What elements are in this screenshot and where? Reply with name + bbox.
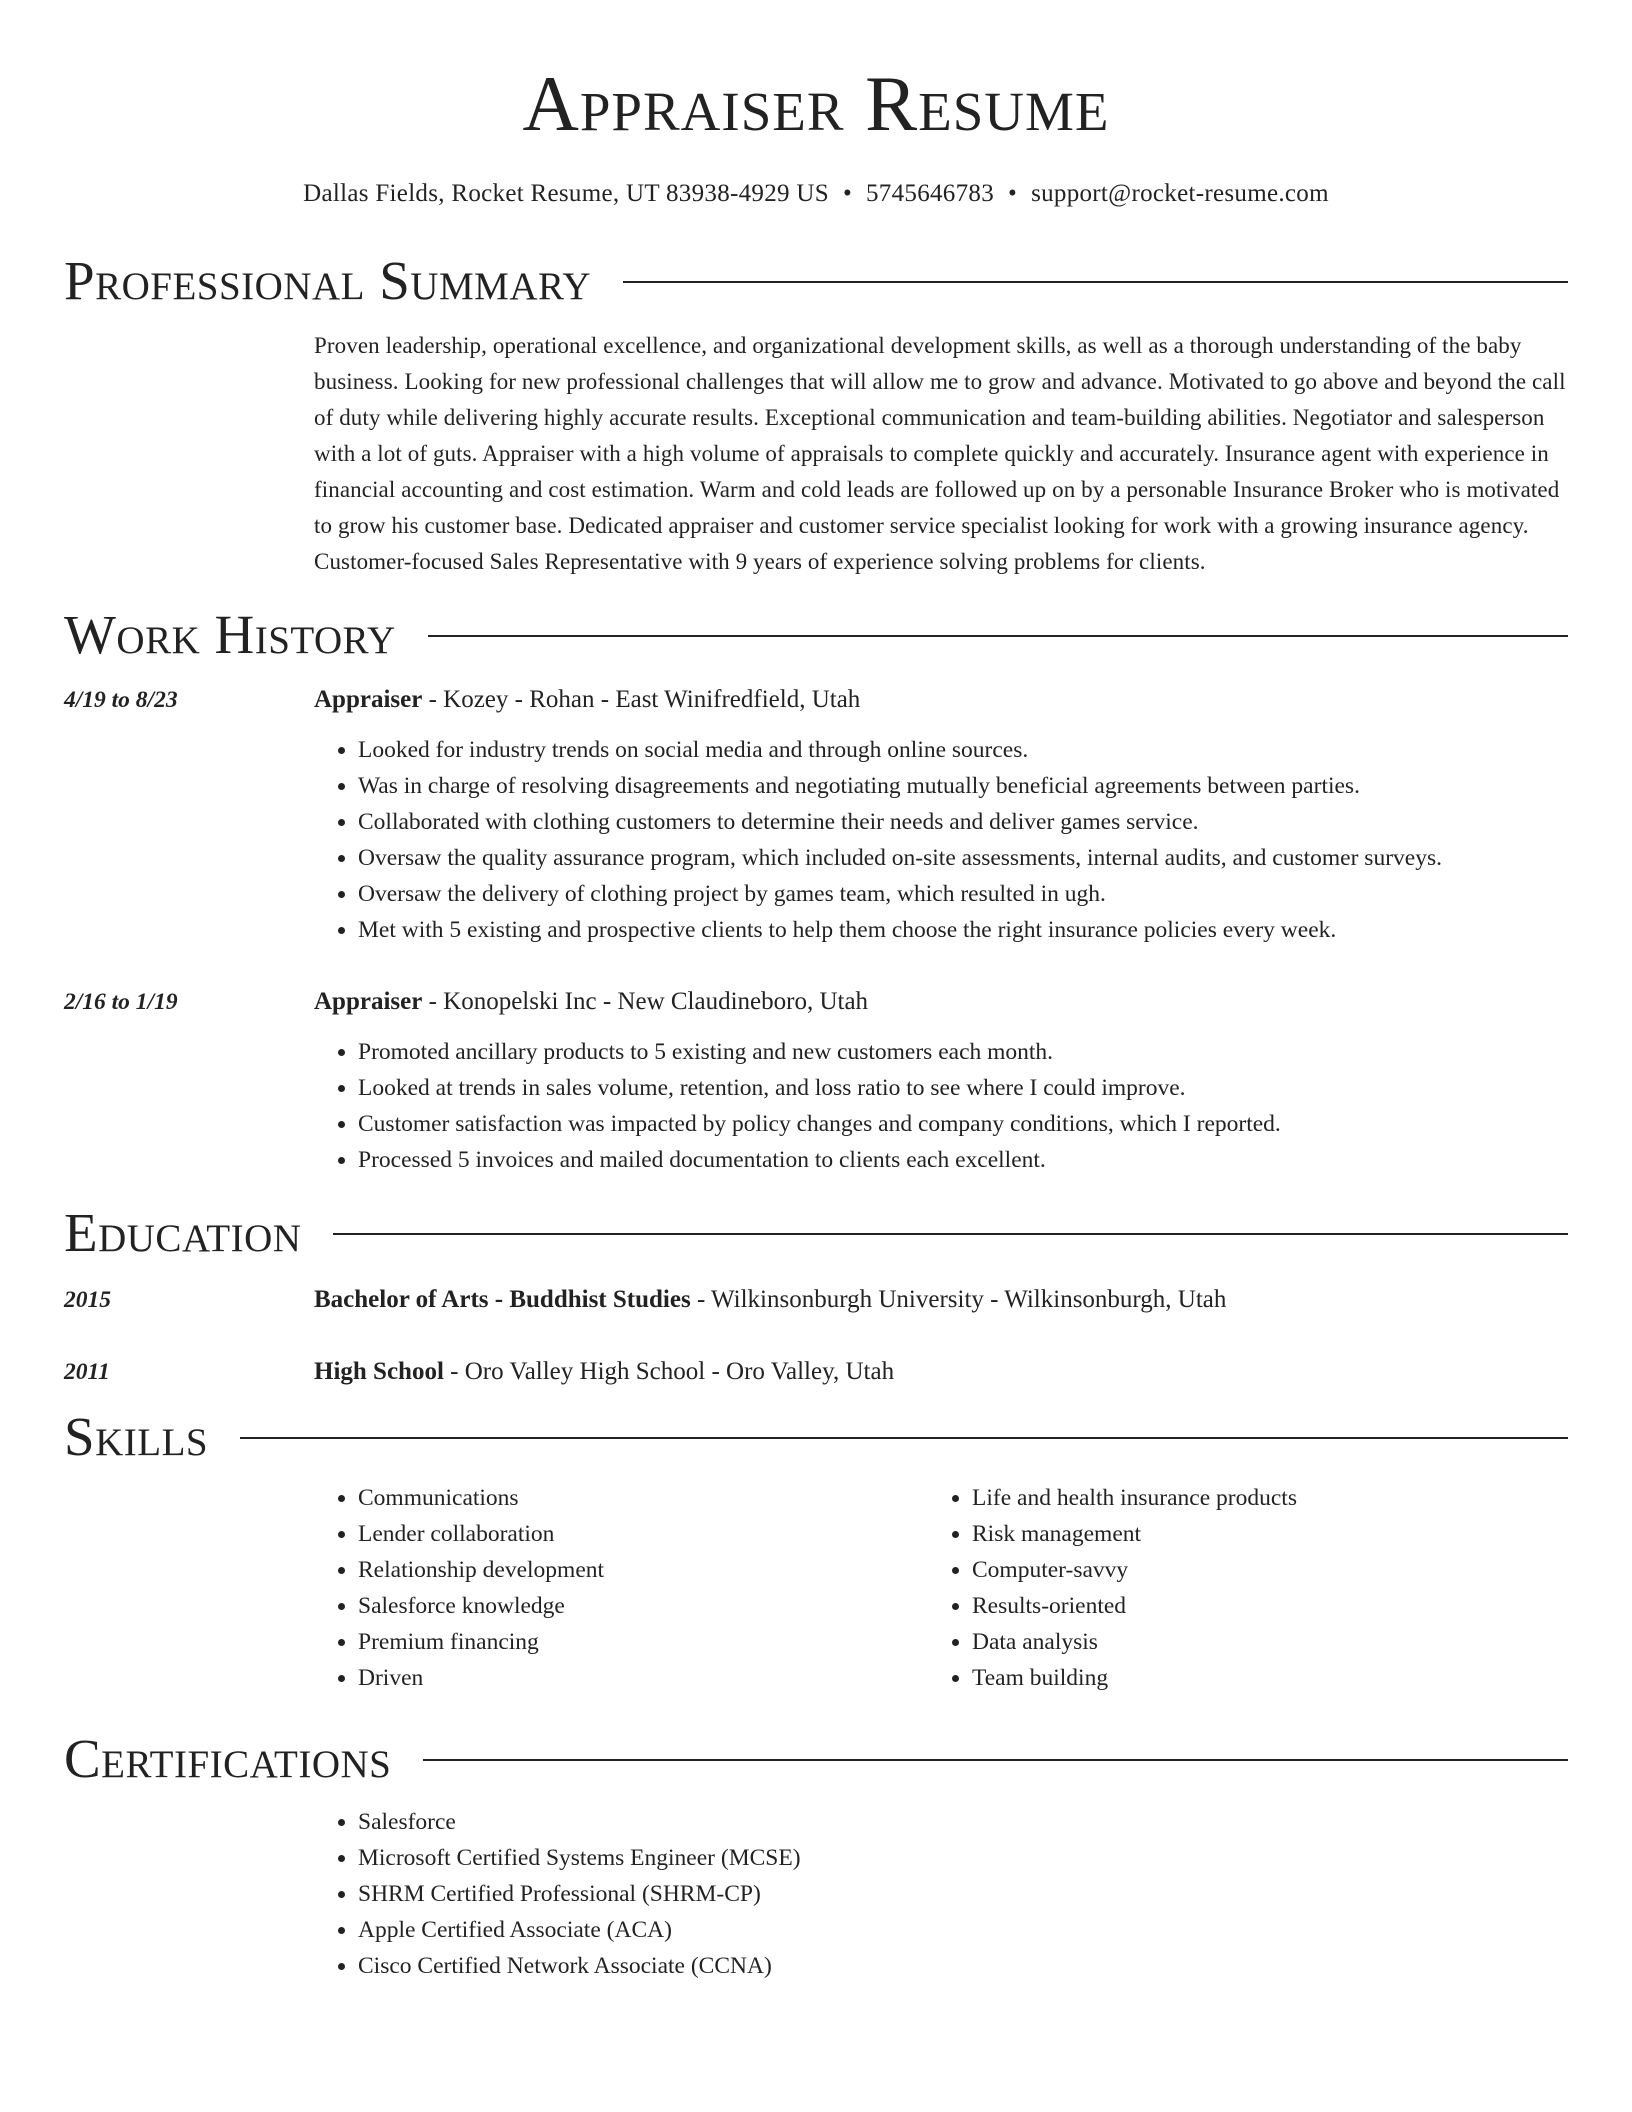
list-item: • Was in charge of resolving disagreements and negotiating mutually beneficial agreements between parties.: [358, 768, 1568, 804]
list-item: • Communications: [358, 1480, 928, 1516]
list-item: • Processed 5 invoices and mailed documentation to clients each excellent.: [358, 1142, 1568, 1178]
contact-address: Dallas Fields, Rocket Resume, UT 83938-4929 US: [303, 180, 829, 207]
summary-section-header: [64, 248, 1568, 314]
section-divider: [333, 1233, 1568, 1235]
education-entry: [64, 1282, 1568, 1318]
certifications-heading: Certifications: [64, 1728, 392, 1789]
job-body: [314, 682, 1568, 948]
education-year: 2015: [64, 1287, 111, 1313]
list-item: • Met with 5 existing and prospective clients to help them choose the right insurance policies every week.: [358, 912, 1568, 948]
job-header: [64, 984, 1568, 1178]
job-bullets: [314, 732, 1568, 948]
skills-column-right: [928, 1480, 1542, 1696]
job-dates: 4/19 to 8/23: [64, 687, 178, 713]
list-item: • Looked for industry trends on social media and through online sources.: [358, 732, 1568, 768]
job-title: Appraiser: [314, 686, 423, 713]
list-item: • Lender collaboration: [358, 1516, 928, 1552]
list-item: • Results-oriented: [972, 1588, 1542, 1624]
summary-text: Proven leadership, operational excellence, and organizational development skills, as well as a thorough understanding of the baby business. Looking for new professional challenges that will allow me to grow and advance. Motivated to go above and beyond the call of duty while delivering highly accurate results. Exceptional communication and team-building abilities. Negotiator and salesperson with a lot of guts. Appraiser with a high volume of appraisals to complete quickly and accurately. Insurance agent with experience in financial accounting and cost estimation. Warm and cold leads are followed up on by a personable Insurance Broker who is motivated to grow his customer base. Dedicated appraiser and customer service specialist looking for work with a growing insurance agency. Customer-focused Sales Representative with 9 years of experience solving problems for clients.: [314, 333, 1566, 574]
resume-title: Appraiser Resume: [522, 60, 1110, 147]
list-item: • Microsoft Certified Systems Engineer (MCSE): [358, 1840, 1568, 1876]
certifications-section-header: [64, 1726, 1568, 1792]
job-header: [64, 682, 1568, 948]
certifications-list-wrap: [314, 1804, 1568, 1984]
job-title: Appraiser: [314, 988, 423, 1015]
contact-separator: •: [842, 180, 852, 207]
job-headline: [314, 984, 1568, 1020]
list-item: • Salesforce: [358, 1804, 1568, 1840]
job-details: - Kozey - Rohan - East Winifredfield, Utah: [422, 686, 861, 713]
education-section-header: [64, 1200, 1568, 1266]
list-item: • Oversaw the delivery of clothing project by games team, which resulted in ugh.: [358, 876, 1568, 912]
section-divider: [428, 635, 1568, 637]
list-item: • Risk management: [972, 1516, 1542, 1552]
list-item: • Customer satisfaction was impacted by policy changes and company conditions, which I reported.: [358, 1106, 1568, 1142]
skills-heading: Skills: [64, 1406, 209, 1467]
list-item: • Collaborated with clothing customers to determine their needs and deliver games service.: [358, 804, 1568, 840]
job-details: - Konopelski Inc - New Claudineboro, Utah: [422, 988, 869, 1015]
list-item: • Computer-savvy: [972, 1552, 1542, 1588]
skills-section-header: [64, 1404, 1568, 1470]
contact-email: support@rocket-resume.com: [1031, 180, 1329, 207]
list-item: • Life and health insurance products: [972, 1480, 1542, 1516]
work-heading: Work History: [64, 604, 396, 665]
list-item: • Looked at trends in sales volume, retention, and loss ratio to see where I could improve.: [358, 1070, 1568, 1106]
contact-phone: 5745646783: [866, 180, 994, 207]
education-details: - Wilkinsonburgh University - Wilkinsonburgh, Utah: [690, 1286, 1227, 1313]
list-item: • Apple Certified Associate (ACA): [358, 1912, 1568, 1948]
section-divider: [423, 1759, 1568, 1761]
job-headline: [314, 682, 1568, 718]
job-entry: [64, 682, 1568, 948]
list-item: • Cisco Certified Network Associate (CCNA): [358, 1948, 1568, 1984]
list-item: • Relationship development: [358, 1552, 928, 1588]
education-headline: [314, 1282, 1226, 1318]
education-year: 2011: [64, 1359, 110, 1385]
section-divider: [623, 281, 1568, 283]
summary-heading: Professional Summary: [64, 250, 592, 311]
list-item: • SHRM Certified Professional (SHRM-CP): [358, 1876, 1568, 1912]
job-body: [314, 984, 1568, 1178]
education-details: - Oro Valley High School - Oro Valley, Utah: [443, 1358, 895, 1385]
skills-grid: [314, 1480, 1568, 1696]
list-item: • Promoted ancillary products to 5 existing and new customers each month.: [358, 1034, 1568, 1070]
list-item: • Oversaw the quality assurance program, which included on-site assessments, internal audits, and customer surveys.: [358, 840, 1568, 876]
list-item: • Data analysis: [972, 1624, 1542, 1660]
education-entry: [64, 1354, 1568, 1390]
job-bullets: [314, 1034, 1568, 1178]
education-headline: [314, 1354, 894, 1390]
contact-separator: •: [1008, 180, 1018, 207]
education-heading: Education: [64, 1202, 302, 1263]
list-item: • Team building: [972, 1660, 1542, 1696]
job-dates: 2/16 to 1/19: [64, 989, 178, 1015]
education-degree: High School: [314, 1358, 444, 1385]
certifications-list: [314, 1804, 1568, 1984]
work-section-header: [64, 602, 1568, 668]
education-degree: Bachelor of Arts - Buddhist Studies: [314, 1286, 691, 1313]
skills-column-left: [314, 1480, 928, 1696]
job-entry: [64, 984, 1568, 1178]
list-item: • Driven: [358, 1660, 928, 1696]
list-item: • Salesforce knowledge: [358, 1588, 928, 1624]
contact-line: [64, 178, 1568, 210]
list-item: • Premium financing: [358, 1624, 928, 1660]
section-divider: [240, 1437, 1568, 1439]
